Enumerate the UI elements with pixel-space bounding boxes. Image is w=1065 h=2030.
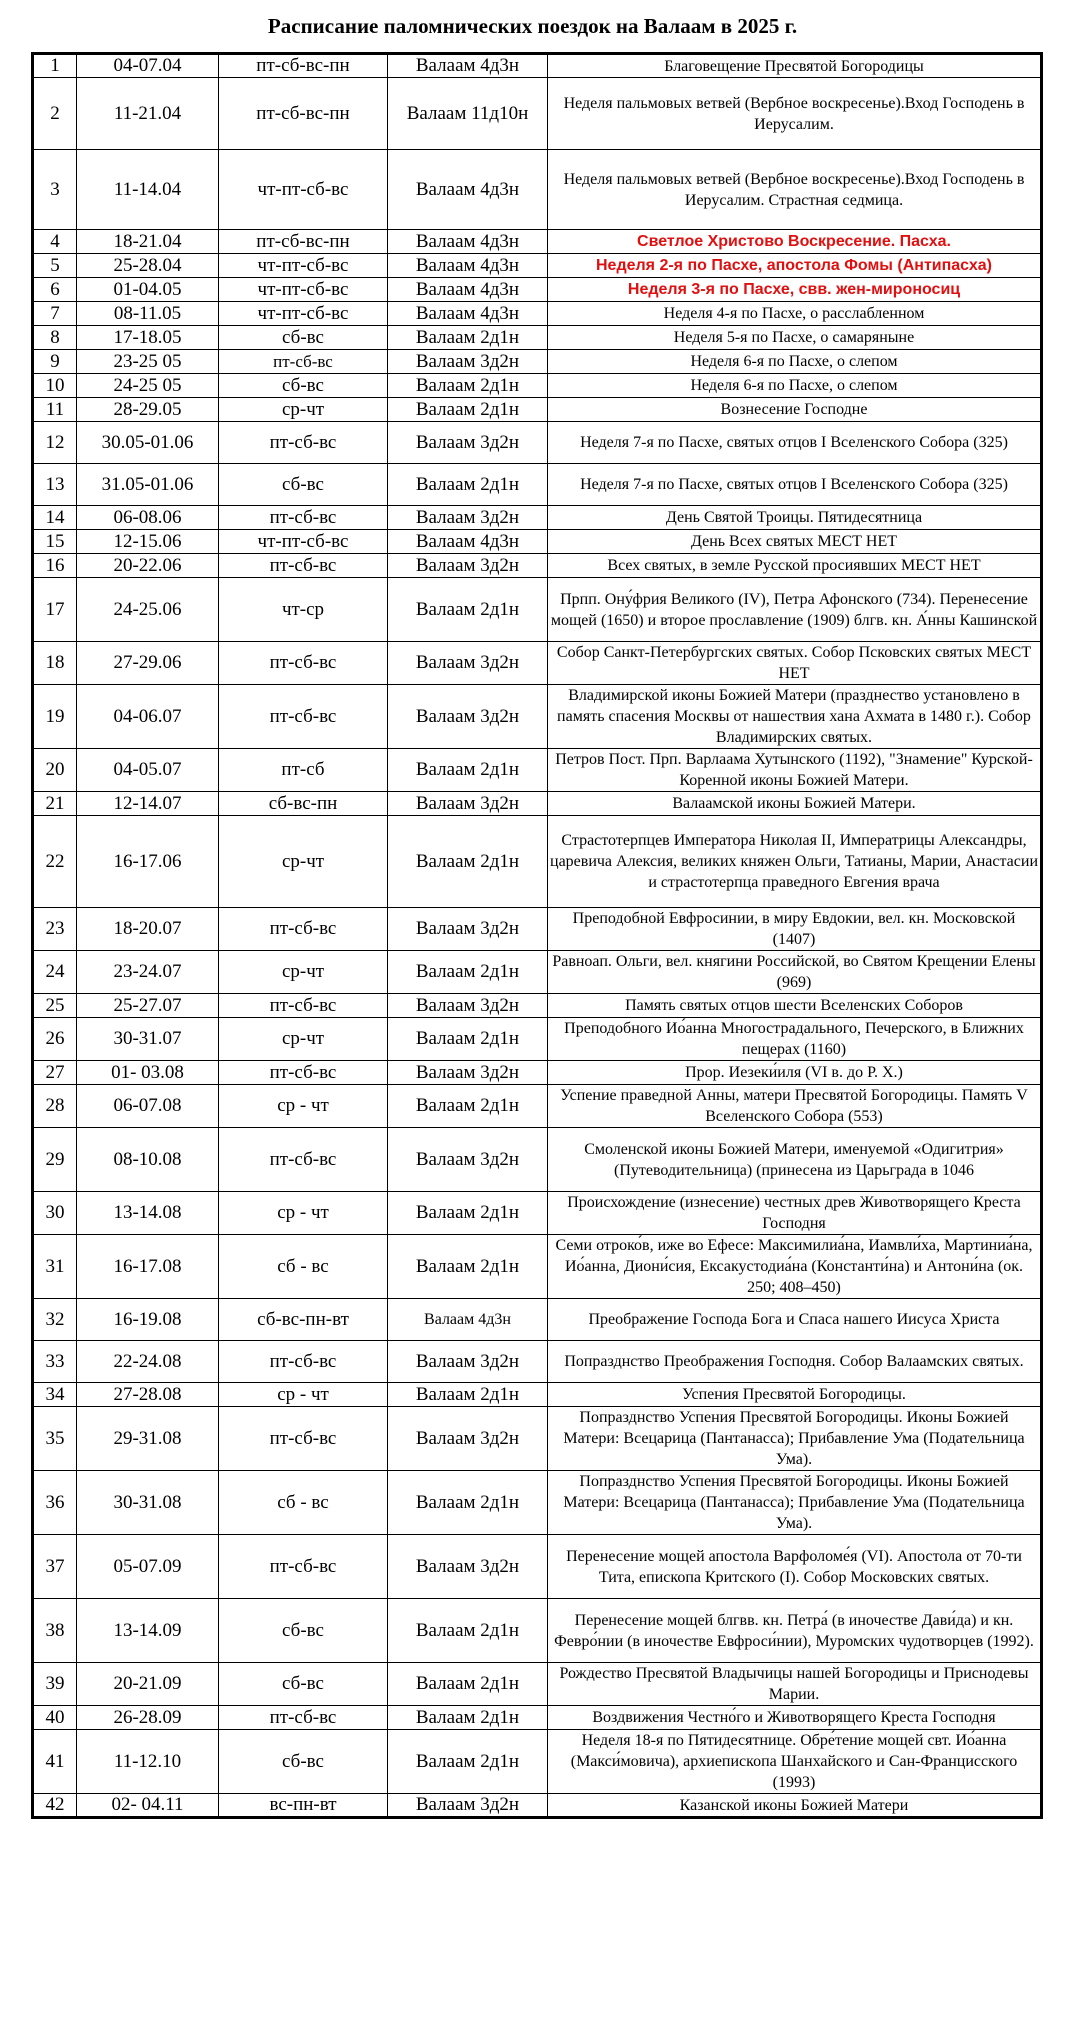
- weekdays-cell: пт-сб-вс: [219, 1341, 388, 1383]
- row-number-cell: 16: [33, 554, 77, 578]
- weekdays-cell: пт-сб-вс: [219, 1061, 388, 1085]
- weekdays-cell: сб - вс: [219, 1471, 388, 1535]
- feast-description-cell: Преображение Господа Бога и Спаса нашего Иисуса Христа: [548, 1299, 1042, 1341]
- route-cell: Валаам 3д2н: [388, 422, 548, 464]
- table-row: [33, 422, 1042, 464]
- route-cell: Валаам 4д3н: [388, 54, 548, 78]
- row-number-cell: 41: [33, 1730, 77, 1794]
- row-number-cell: 33: [33, 1341, 77, 1383]
- table-row: [33, 1535, 1042, 1599]
- feast-description-cell: Попразднство Преображения Господня. Собор Валаамских святых.: [548, 1341, 1042, 1383]
- route-cell: Валаам 2д1н: [388, 1383, 548, 1407]
- date-cell: 25-28.04: [77, 254, 219, 278]
- date-cell: 16-17.08: [77, 1235, 219, 1299]
- row-number-cell: 38: [33, 1599, 77, 1663]
- row-number-cell: 35: [33, 1407, 77, 1471]
- route-cell: Валаам 2д1н: [388, 578, 548, 642]
- weekdays-cell: ср-чт: [219, 398, 388, 422]
- date-cell: 29-31.08: [77, 1407, 219, 1471]
- table-row: [33, 792, 1042, 816]
- table-row: [33, 78, 1042, 150]
- feast-description-cell: Неделя 6-я по Пасхе, о слепом: [548, 374, 1042, 398]
- date-cell: 30.05-01.06: [77, 422, 219, 464]
- feast-description-cell: Неделя 18-я по Пятидесятнице. Обре́тение мощей свт. Ио́анна (Макси́мовича), архиепископа Шанхайского и Сан-Францисского (1993): [548, 1730, 1042, 1794]
- date-cell: 16-19.08: [77, 1299, 219, 1341]
- feast-description-cell: Преподобной Евфросинии, в миру Евдокии, вел. кн. Московской (1407): [548, 908, 1042, 951]
- feast-description-cell: Страстотерпцев Императора Николая II, Императрицы Александры, царевича Алексия, великих княжен Ольги, Татианы, Марии, Анастасии и страстотерпца праведного Евгения врача: [548, 816, 1042, 908]
- date-cell: 01- 03.08: [77, 1061, 219, 1085]
- weekdays-cell: чт-пт-сб-вс: [219, 278, 388, 302]
- table-row: [33, 1018, 1042, 1061]
- row-number-cell: 36: [33, 1471, 77, 1535]
- table-row: [33, 326, 1042, 350]
- row-number-cell: 2: [33, 78, 77, 150]
- weekdays-cell: сб-вс-пн-вт: [219, 1299, 388, 1341]
- row-number-cell: 42: [33, 1794, 77, 1818]
- row-number-cell: 23: [33, 908, 77, 951]
- row-number-cell: 11: [33, 398, 77, 422]
- route-cell: Валаам 2д1н: [388, 326, 548, 350]
- schedule-table: [31, 52, 1043, 1819]
- table-row: [33, 749, 1042, 792]
- route-cell: Валаам 3д2н: [388, 792, 548, 816]
- date-cell: 04-07.04: [77, 54, 219, 78]
- date-cell: 26-28.09: [77, 1706, 219, 1730]
- weekdays-cell: пт-сб-вс-пн: [219, 230, 388, 254]
- route-cell: Валаам 2д1н: [388, 1730, 548, 1794]
- date-cell: 23-24.07: [77, 951, 219, 994]
- weekdays-cell: ср - чт: [219, 1192, 388, 1235]
- weekdays-cell: ср-чт: [219, 951, 388, 994]
- row-number-cell: 25: [33, 994, 77, 1018]
- table-row: [33, 398, 1042, 422]
- row-number-cell: 27: [33, 1061, 77, 1085]
- route-cell: Валаам 3д2н: [388, 908, 548, 951]
- table-row: [33, 374, 1042, 398]
- route-cell: Валаам 2д1н: [388, 1085, 548, 1128]
- feast-description-cell: Успения Пресвятой Богородицы.: [548, 1383, 1042, 1407]
- weekdays-cell: пт-сб-вс: [219, 994, 388, 1018]
- table-row: [33, 464, 1042, 506]
- table-row: [33, 530, 1042, 554]
- route-cell: Валаам 3д2н: [388, 1407, 548, 1471]
- weekdays-cell: сб-вс: [219, 1599, 388, 1663]
- table-row: [33, 302, 1042, 326]
- row-number-cell: 1: [33, 54, 77, 78]
- feast-description-cell: Успение праведной Анны, матери Пресвятой Богородицы. Память V Вселенского Собора (553): [548, 1085, 1042, 1128]
- table-row: [33, 254, 1042, 278]
- route-cell: Валаам 3д2н: [388, 506, 548, 530]
- row-number-cell: 31: [33, 1235, 77, 1299]
- weekdays-cell: пт-сб-вс: [219, 506, 388, 530]
- row-number-cell: 40: [33, 1706, 77, 1730]
- table-row: [33, 230, 1042, 254]
- row-number-cell: 26: [33, 1018, 77, 1061]
- table-row: [33, 908, 1042, 951]
- route-cell: Валаам 2д1н: [388, 1235, 548, 1299]
- weekdays-cell: чт-ср: [219, 578, 388, 642]
- row-number-cell: 37: [33, 1535, 77, 1599]
- weekdays-cell: сб-вс: [219, 326, 388, 350]
- table-row: [33, 1730, 1042, 1794]
- feast-description-cell: Перенесение мощей апостола Варфоломе́я (VI). Апостола от 70-ти Тита, епископа Критского (I). Собор Московских святых.: [548, 1535, 1042, 1599]
- feast-description-cell: Перенесение мощей блгвв. кн. Петра́ (в иночестве Дави́да) и кн. Февро́нии (в иночестве Евфроси́нии), Муромских чудотворцев (1992).: [548, 1599, 1042, 1663]
- feast-description-cell: Валаамской иконы Божией Матери.: [548, 792, 1042, 816]
- weekdays-cell: пт-сб-вс: [219, 1706, 388, 1730]
- feast-description-cell: Казанской иконы Божией Матери: [548, 1794, 1042, 1818]
- route-cell: Валаам 3д2н: [388, 1341, 548, 1383]
- route-cell: Валаам 3д2н: [388, 685, 548, 749]
- row-number-cell: 15: [33, 530, 77, 554]
- date-cell: 05-07.09: [77, 1535, 219, 1599]
- feast-description-cell: Преподобного Ио́анна Многострадального, Печерского, в Ближних пещерах (1160): [548, 1018, 1042, 1061]
- feast-description-cell: Неделя 6-я по Пасхе, о слепом: [548, 350, 1042, 374]
- row-number-cell: 19: [33, 685, 77, 749]
- table-row: [33, 1407, 1042, 1471]
- route-cell: Валаам 2д1н: [388, 1599, 548, 1663]
- feast-description-cell: Всех святых, в земле Русской просиявших МЕСТ НЕТ: [548, 554, 1042, 578]
- weekdays-cell: пт-сб-вс: [219, 554, 388, 578]
- weekdays-cell: ср-чт: [219, 816, 388, 908]
- date-cell: 17-18.05: [77, 326, 219, 350]
- table-row: [33, 350, 1042, 374]
- table-row: [33, 1192, 1042, 1235]
- feast-description-cell: Неделя 7-я по Пасхе, святых отцов I Вселенского Собора (325): [548, 464, 1042, 506]
- weekdays-cell: чт-пт-сб-вс: [219, 530, 388, 554]
- weekdays-cell: ср-чт: [219, 1018, 388, 1061]
- table-row: [33, 1299, 1042, 1341]
- row-number-cell: 24: [33, 951, 77, 994]
- route-cell: Валаам 3д2н: [388, 994, 548, 1018]
- route-cell: Валаам 3д2н: [388, 1061, 548, 1085]
- table-row: [33, 506, 1042, 530]
- feast-description-cell: Рождество Пресвятой Владычицы нашей Богородицы и Приснодевы Марии.: [548, 1663, 1042, 1706]
- table-row: [33, 1471, 1042, 1535]
- feast-description-cell: Неделя 7-я по Пасхе, святых отцов I Вселенского Собора (325): [548, 422, 1042, 464]
- date-cell: 20-22.06: [77, 554, 219, 578]
- date-cell: 04-06.07: [77, 685, 219, 749]
- weekdays-cell: ср - чт: [219, 1383, 388, 1407]
- date-cell: 08-11.05: [77, 302, 219, 326]
- weekdays-cell: пт-сб-вс: [219, 1535, 388, 1599]
- row-number-cell: 34: [33, 1383, 77, 1407]
- weekdays-cell: пт-сб-вс: [219, 422, 388, 464]
- route-cell: Валаам 2д1н: [388, 749, 548, 792]
- weekdays-cell: пт-сб-вс-пн: [219, 54, 388, 78]
- row-number-cell: 6: [33, 278, 77, 302]
- row-number-cell: 21: [33, 792, 77, 816]
- date-cell: 31.05-01.06: [77, 464, 219, 506]
- weekdays-cell: ср - чт: [219, 1085, 388, 1128]
- table-row: [33, 685, 1042, 749]
- date-cell: 16-17.06: [77, 816, 219, 908]
- table-row: [33, 578, 1042, 642]
- table-row: [33, 1663, 1042, 1706]
- route-cell: Валаам 2д1н: [388, 816, 548, 908]
- row-number-cell: 20: [33, 749, 77, 792]
- row-number-cell: 18: [33, 642, 77, 685]
- table-row: [33, 1128, 1042, 1192]
- date-cell: 22-24.08: [77, 1341, 219, 1383]
- route-cell: Валаам 2д1н: [388, 1706, 548, 1730]
- weekdays-cell: пт-сб-вс-пн: [219, 78, 388, 150]
- route-cell: Валаам 4д3н: [388, 530, 548, 554]
- row-number-cell: 39: [33, 1663, 77, 1706]
- route-cell: Валаам 4д3н: [388, 302, 548, 326]
- row-number-cell: 29: [33, 1128, 77, 1192]
- route-cell: Валаам 3д2н: [388, 642, 548, 685]
- route-cell: Валаам 2д1н: [388, 951, 548, 994]
- date-cell: 23-25 05: [77, 350, 219, 374]
- date-cell: 13-14.08: [77, 1192, 219, 1235]
- date-cell: 30-31.07: [77, 1018, 219, 1061]
- route-cell: Валаам 4д3н: [388, 254, 548, 278]
- feast-description-cell: Попразднство Успения Пресвятой Богородицы. Иконы Божией Матери: Всецарица (Пантанасса); Прибавление Ума (Подательница Ума).: [548, 1407, 1042, 1471]
- row-number-cell: 17: [33, 578, 77, 642]
- feast-description-cell: Происхождение (изнесение) честных древ Животворящего Креста Господня: [548, 1192, 1042, 1235]
- route-cell: Валаам 4д3н: [388, 1299, 548, 1341]
- route-cell: Валаам 11д10н: [388, 78, 548, 150]
- date-cell: 01-04.05: [77, 278, 219, 302]
- table-row: [33, 1706, 1042, 1730]
- row-number-cell: 14: [33, 506, 77, 530]
- route-cell: Валаам 2д1н: [388, 398, 548, 422]
- feast-description-cell: Неделя 2-я по Пасхе, апостола Фомы (Антипасха): [548, 254, 1042, 278]
- weekdays-cell: пт-сб-вс: [219, 685, 388, 749]
- weekdays-cell: сб-вс: [219, 464, 388, 506]
- weekdays-cell: пт-сб-вс: [219, 1128, 388, 1192]
- route-cell: Валаам 4д3н: [388, 230, 548, 254]
- page-title: Расписание паломнических поездок на Валаам в 2025 г.: [267, 14, 798, 38]
- weekdays-cell: сб-вс: [219, 1730, 388, 1794]
- date-cell: 11-14.04: [77, 150, 219, 230]
- feast-description-cell: Неделя 3-я по Пасхе, свв. жен-мироносиц: [548, 278, 1042, 302]
- route-cell: Валаам 4д3н: [388, 150, 548, 230]
- route-cell: Валаам 2д1н: [388, 1018, 548, 1061]
- row-number-cell: 9: [33, 350, 77, 374]
- feast-description-cell: Собор Санкт-Петербургских святых. Собор Псковских святых МЕСТ НЕТ: [548, 642, 1042, 685]
- date-cell: 30-31.08: [77, 1471, 219, 1535]
- row-number-cell: 22: [33, 816, 77, 908]
- route-cell: Валаам 3д2н: [388, 1535, 548, 1599]
- weekdays-cell: вс-пн-вт: [219, 1794, 388, 1818]
- date-cell: 25-27.07: [77, 994, 219, 1018]
- row-number-cell: 3: [33, 150, 77, 230]
- date-cell: 11-21.04: [77, 78, 219, 150]
- weekdays-cell: сб-вс: [219, 1663, 388, 1706]
- table-row: [33, 1383, 1042, 1407]
- date-cell: 27-28.08: [77, 1383, 219, 1407]
- feast-description-cell: День Святой Троицы. Пятидесятница: [548, 506, 1042, 530]
- table-row: [33, 554, 1042, 578]
- feast-description-cell: Неделя 5-я по Пасхе, о самаряныне: [548, 326, 1042, 350]
- weekdays-cell: сб-вс-пн: [219, 792, 388, 816]
- route-cell: Валаам 2д1н: [388, 1471, 548, 1535]
- feast-description-cell: Равноап. Ольги, вел. княгини Российской, во Святом Крещении Елены (969): [548, 951, 1042, 994]
- date-cell: 11-12.10: [77, 1730, 219, 1794]
- row-number-cell: 12: [33, 422, 77, 464]
- weekdays-cell: чт-пт-сб-вс: [219, 150, 388, 230]
- feast-description-cell: Прпп. Ону́фрия Великого (IV), Петра Афонского (734). Перенесение мощей (1650) и второе прославление (1909) блгв. кн. А́нны Кашинской: [548, 578, 1042, 642]
- table-row: [33, 1061, 1042, 1085]
- table-row: [33, 150, 1042, 230]
- table-row: [33, 642, 1042, 685]
- feast-description-cell: Память святых отцов шести Вселенских Соборов: [548, 994, 1042, 1018]
- feast-description-cell: Неделя 4-я по Пасхе, о расслабленном: [548, 302, 1042, 326]
- feast-description-cell: Семи отроко́в, иже во Ефесе: Максимилиа́на, Иамвли́ха, Мартиниа́на, Ио́анна, Диони́сия, Ексакустодиа́на (Константи́на) и Антони́на (ок. 250; 408–450): [548, 1235, 1042, 1299]
- date-cell: 12-15.06: [77, 530, 219, 554]
- feast-description-cell: Прор. Иезеки́иля (VI в. до Р. Х.): [548, 1061, 1042, 1085]
- feast-description-cell: Попразднство Успения Пресвятой Богородицы. Иконы Божией Матери: Всецарица (Пантанасса); Прибавление Ума (Подательница Ума).: [548, 1471, 1042, 1535]
- date-cell: 27-29.06: [77, 642, 219, 685]
- row-number-cell: 28: [33, 1085, 77, 1128]
- date-cell: 06-08.06: [77, 506, 219, 530]
- feast-description-cell: Неделя пальмовых ветвей (Вербное воскресенье).Вход Господень в Иерусалим.: [548, 78, 1042, 150]
- row-number-cell: 7: [33, 302, 77, 326]
- row-number-cell: 10: [33, 374, 77, 398]
- row-number-cell: 5: [33, 254, 77, 278]
- weekdays-cell: сб-вс: [219, 374, 388, 398]
- table-row: [33, 1085, 1042, 1128]
- table-row: [33, 951, 1042, 994]
- table-row: [33, 1599, 1042, 1663]
- weekdays-cell: сб - вс: [219, 1235, 388, 1299]
- route-cell: Валаам 2д1н: [388, 1663, 548, 1706]
- date-cell: 06-07.08: [77, 1085, 219, 1128]
- date-cell: 13-14.09: [77, 1599, 219, 1663]
- weekdays-cell: пт-сб: [219, 749, 388, 792]
- date-cell: 02- 04.11: [77, 1794, 219, 1818]
- row-number-cell: 13: [33, 464, 77, 506]
- row-number-cell: 8: [33, 326, 77, 350]
- date-cell: 20-21.09: [77, 1663, 219, 1706]
- date-cell: 24-25.06: [77, 578, 219, 642]
- weekdays-cell: пт-сб-вс: [219, 908, 388, 951]
- route-cell: Валаам 4д3н: [388, 278, 548, 302]
- weekdays-cell: пт-сб-вс: [219, 1407, 388, 1471]
- weekdays-cell: чт-пт-сб-вс: [219, 302, 388, 326]
- table-row: [33, 816, 1042, 908]
- date-cell: 12-14.07: [77, 792, 219, 816]
- table-row: [33, 1341, 1042, 1383]
- table-row: [33, 1235, 1042, 1299]
- feast-description-cell: Неделя пальмовых ветвей (Вербное воскресенье).Вход Господень в Иерусалим. Страстная седмица.: [548, 150, 1042, 230]
- feast-description-cell: День Всех святых МЕСТ НЕТ: [548, 530, 1042, 554]
- table-row: [33, 54, 1042, 78]
- feast-description-cell: Вознесение Господне: [548, 398, 1042, 422]
- route-cell: Валаам 3д2н: [388, 554, 548, 578]
- feast-description-cell: Смоленской иконы Божией Матери, именуемой «Одигитрия» (Путеводительница) (принесена из Царьграда в 1046: [548, 1128, 1042, 1192]
- date-cell: 18-21.04: [77, 230, 219, 254]
- row-number-cell: 4: [33, 230, 77, 254]
- weekdays-cell: пт-сб-вс: [219, 642, 388, 685]
- route-cell: Валаам 3д2н: [388, 1794, 548, 1818]
- feast-description-cell: Светлое Христово Воскресение. Пасха.: [548, 230, 1042, 254]
- route-cell: Валаам 2д1н: [388, 464, 548, 506]
- date-cell: 28-29.05: [77, 398, 219, 422]
- schedule-body: [33, 54, 1042, 1818]
- date-cell: 18-20.07: [77, 908, 219, 951]
- table-row: [33, 1794, 1042, 1818]
- feast-description-cell: Владимирской иконы Божией Матери (празднество установлено в память спасения Москвы от нашествия хана Ахмата в 1480 г.). Собор Владимирских святых.: [548, 685, 1042, 749]
- date-cell: 24-25 05: [77, 374, 219, 398]
- table-row: [33, 994, 1042, 1018]
- feast-description-cell: Воздвижения Честно́го и Животворящего Креста Господня: [548, 1706, 1042, 1730]
- table-row: [33, 278, 1042, 302]
- feast-description-cell: Благовещение Пресвятой Богородицы: [548, 54, 1042, 78]
- route-cell: Валаам 2д1н: [388, 374, 548, 398]
- route-cell: Валаам 3д2н: [388, 1128, 548, 1192]
- feast-description-cell: Петров Пост. Прп. Варлаама Хутынского (1192), "Знамение" Курской-Коренной иконы Божией Матери.: [548, 749, 1042, 792]
- date-cell: 04-05.07: [77, 749, 219, 792]
- weekdays-cell: пт-сб-вс: [219, 350, 388, 374]
- route-cell: Валаам 3д2н: [388, 350, 548, 374]
- weekdays-cell: чт-пт-сб-вс: [219, 254, 388, 278]
- date-cell: 08-10.08: [77, 1128, 219, 1192]
- route-cell: Валаам 2д1н: [388, 1192, 548, 1235]
- row-number-cell: 32: [33, 1299, 77, 1341]
- row-number-cell: 30: [33, 1192, 77, 1235]
